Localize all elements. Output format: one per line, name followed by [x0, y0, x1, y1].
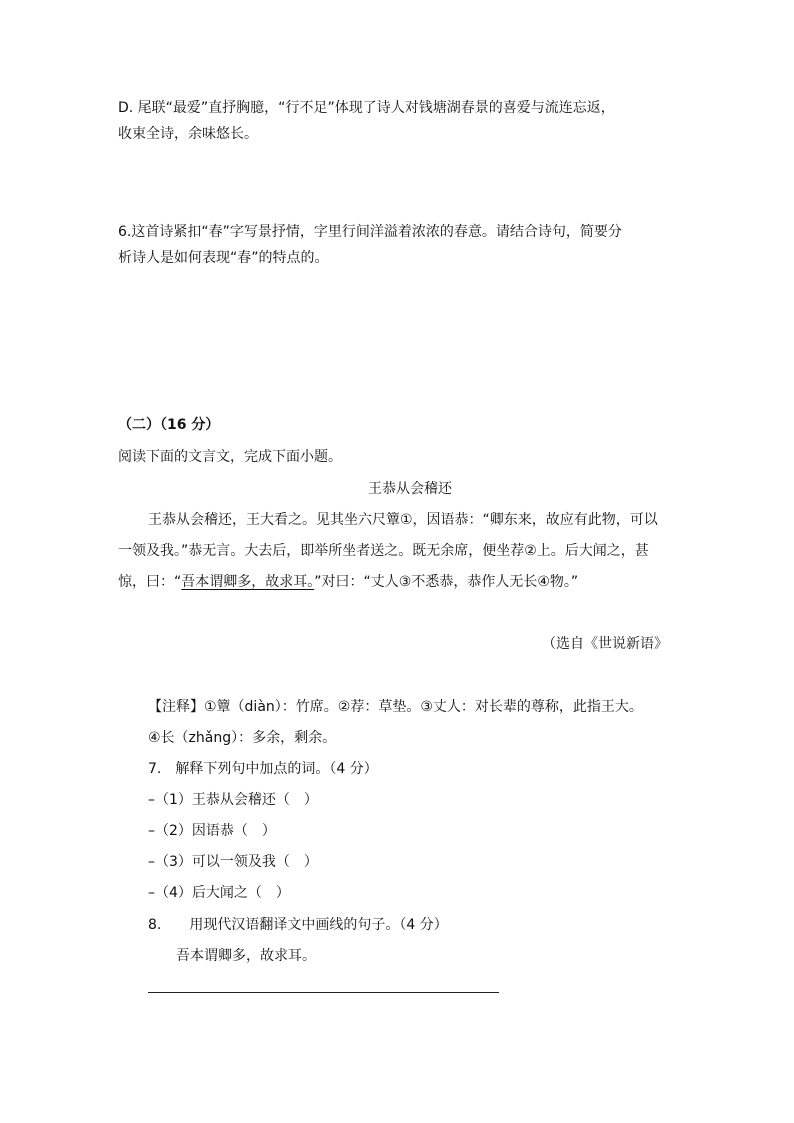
notes-line-1: 【注释】①簟（diàn）：竹席。②荐：草垫。③丈人：对长辈的尊称，此指王大。 [148, 699, 643, 715]
passage-source: （选自《世说新语》 [542, 636, 668, 652]
underlined-sentence: 吾本谓卿多，故求耳。 [181, 574, 315, 590]
passage-line-3-end: ”对曰：“丈人③不悉恭，恭作人无长④物。” [314, 574, 579, 590]
question-6-line-1: 6.这首诗紧扣“春”字写景抒情，字里行间洋溢着浓浓的春意。请结合诗句，简要分 [118, 224, 622, 240]
passage-line-3-start: 惊，曰：“ [118, 574, 182, 590]
option-d-line-2: 收束全诗，余味悠长。 [118, 126, 258, 142]
notes-line-2: ④长（zhǎng）：多余，剩余。 [148, 730, 337, 746]
passage-title: 王恭从会稽还 [368, 481, 452, 497]
passage-line-1: 王恭从会稽还，王大看之。见其坐六尺簟①，因语恭：“卿东来，故应有此物，可以 [148, 512, 658, 528]
passage-line-3 [118, 572, 578, 592]
question-7-prompt: 7. 解释下列句中加点的词。（4 分） [148, 761, 378, 777]
question-7-item-4: –（4）后大闻之（ ） [148, 885, 290, 901]
section-heading: （二）（16 分） [118, 417, 220, 433]
section-instruction: 阅读下面的文言文，完成下面小题。 [118, 449, 342, 465]
answer-line[interactable] [148, 992, 499, 993]
question-7-item-1: –（1）王恭从会稽还（ ） [148, 792, 318, 808]
passage-line-2: 一领及我。”恭无言。大去后，即举所坐者送之。既无余席，便坐荐②上。后大闻之，甚 [118, 543, 649, 559]
question-7-item-2: –（2）因语恭（ ） [148, 823, 276, 839]
question-6-line-2: 析诗人是如何表现“春”的特点的。 [118, 250, 329, 266]
question-8-prompt: 8. 用现代汉语翻译文中画线的句子。（4 分） [148, 917, 448, 933]
question-7-item-3: –（3）可以一领及我（ ） [148, 854, 318, 870]
question-8-sentence: 吾本谓卿多，故求耳。 [176, 948, 316, 964]
option-d-line-1: D. 尾联“最爱”直抒胸臆，“行不足”体现了诗人对钱塘湖春景的喜爱与流连忘返， [118, 100, 615, 116]
